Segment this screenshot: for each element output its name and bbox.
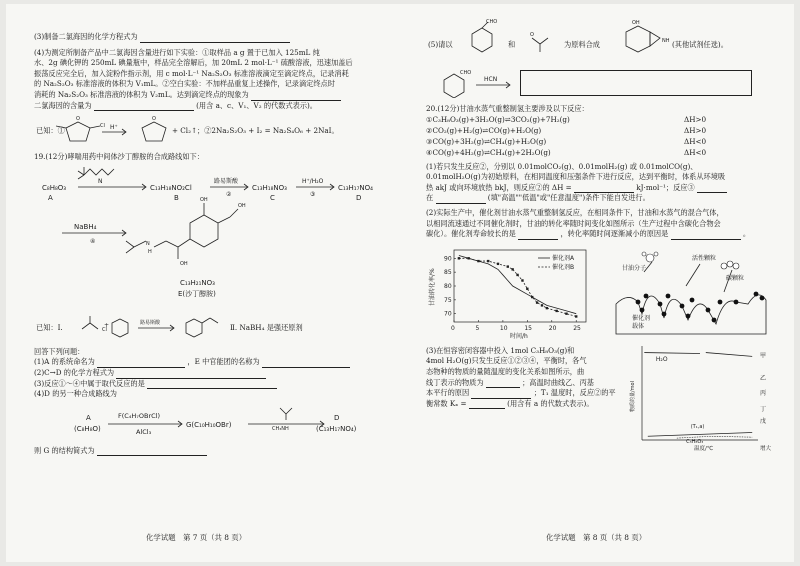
q18-4-l4: 的 Na₂S₂O₃ 标准溶液的体积为 V₁mL。②空白实验：不加样品重复上述操作，记录滴定终点时 <box>34 79 335 89</box>
label-d: D <box>356 193 362 202</box>
data-point-b <box>477 260 479 262</box>
label-b: B <box>174 193 179 202</box>
rxn-1-dh: ΔH>0 <box>684 114 707 124</box>
q18-4-l5 <box>34 90 399 101</box>
reagent-n: N <box>98 177 103 185</box>
answer-blank[interactable] <box>262 360 350 368</box>
rxn-4-dh: ΔH<0 <box>684 147 707 157</box>
answer-blank[interactable] <box>469 401 505 409</box>
compound-d: C₁₃H₁₇NO₄ <box>338 183 373 192</box>
svg-text:H: H <box>148 248 152 255</box>
svg-text:CHO: CHO <box>460 70 472 76</box>
answer-blank[interactable] <box>697 185 727 193</box>
p3-l4-text: 线丁表示的物质为 <box>426 377 484 387</box>
q18-4-l2: 水、2g 碘化钾的 250mL 碘量瓶中，样品完全溶解后，加 20mL 2 mol·L⁻¹ 硫酸溶液，迅速加盖后 <box>34 58 353 68</box>
alt-route <box>34 400 399 446</box>
p3-l2: 4mol H₂O(g)只发生反应①②③④，平衡时，各气 <box>426 356 587 366</box>
arrow4-num: ④ <box>90 237 96 245</box>
p3-l6 <box>426 399 626 410</box>
known-reaction <box>34 114 399 148</box>
label-c: C <box>270 193 275 202</box>
p1-l2: 0.01molH₂O(g)为初始原料，在相同温度和压强条件下进行反应，达到平衡时，体系从环境吸 <box>426 172 726 182</box>
rxn-3: ③CO(g)+3H₂(g)⇌CH₄(g)+H₂O(g) <box>426 136 547 146</box>
p1-l3-text: 热 akJ 或向环境放热 bkJ，则反应②的 ΔH = <box>426 182 572 192</box>
q20-5 <box>426 18 781 68</box>
p1-l3-tail: kJ·mol⁻¹；反应③ <box>636 182 695 192</box>
p3-l1: (3)在恒容密闭容器中投入 1mol C₃H₈O₃(g)和 <box>426 345 575 355</box>
species-line-low <box>648 432 752 436</box>
answer-blank[interactable] <box>436 196 486 204</box>
answer-blank[interactable] <box>97 448 207 456</box>
footer-right: 化学试题 第 8 页（共 8 页） <box>546 533 647 542</box>
q5-text: (5)请以 <box>428 40 453 49</box>
y-tick-label: 75 <box>444 296 452 304</box>
svg-text:+: + <box>104 321 110 329</box>
q5c-text: 为原料合成 <box>564 40 600 49</box>
x-tick-label: 10 <box>499 324 508 332</box>
label-a: A <box>48 193 53 202</box>
q1-text: (1)A 的系统命名为 <box>34 357 95 367</box>
q19-4: (4)D 的另一种合成路线为 <box>34 389 117 399</box>
svg-text:Cl: Cl <box>100 123 105 130</box>
x-arrow-label: 增大 <box>760 445 772 452</box>
known-2 <box>34 313 399 343</box>
part3-text <box>426 346 626 410</box>
answer-blank[interactable] <box>671 232 741 240</box>
svg-text:OH: OH <box>632 20 640 26</box>
p3-l5-text: 本平行的原因 <box>426 388 470 398</box>
q5-route <box>426 68 781 98</box>
q-g <box>34 446 399 457</box>
alt-a-formula: (C₈H₈O) <box>74 424 101 433</box>
synthesis-answer-box[interactable] <box>520 70 752 96</box>
support-label: 载体 <box>632 322 645 330</box>
arrow3-reagent: H⁺/H₂O <box>302 177 324 185</box>
svg-text:O: O <box>76 116 80 123</box>
answer-blank[interactable] <box>94 103 194 111</box>
x-tick-label: 20 <box>548 324 557 332</box>
data-point-b <box>511 268 513 270</box>
left-column <box>34 4 399 562</box>
p3-l6-text: 衡常数 Kₓ = <box>426 398 467 408</box>
data-point-b <box>555 309 557 311</box>
p1-l4-tail: (填"高温""低温"或"任意温度")条件下能自发进行。 <box>487 193 650 203</box>
conversion-chart <box>426 244 596 340</box>
arrow2-num: ② <box>226 190 232 198</box>
q-g-text: 则 G 的结构简式为 <box>34 445 95 455</box>
p2-l3-tail: 。 <box>742 229 751 239</box>
svg-text:OH: OH <box>238 202 246 209</box>
x-tick-label: 5 <box>475 324 480 332</box>
p2-l3 <box>426 229 781 240</box>
svg-text:OH: OH <box>180 260 188 267</box>
x-tick-label: 0 <box>451 324 455 332</box>
data-point-b <box>487 260 489 262</box>
y-tick-label: 80 <box>444 282 452 290</box>
label-e: E(沙丁醇胺) <box>178 289 216 298</box>
q19-2 <box>34 368 399 379</box>
annotation-h2o: H₂O <box>655 355 668 363</box>
p3-l6-tail: (用含有 a 的代数式表示)。 <box>507 398 594 408</box>
q2-text: (2)C→D 的化学方程式为 <box>34 367 115 377</box>
q18-3 <box>34 32 399 43</box>
active-particle-label: 活性颗粒 <box>692 254 717 262</box>
svg-text:OH: OH <box>200 196 208 203</box>
alt-g: G(C₁₀H₁₀OBr) <box>186 420 232 429</box>
alt-d: D <box>334 413 340 422</box>
y-axis-label: 物质的量/mol <box>630 380 636 412</box>
alt-a: A <box>86 413 91 422</box>
species-chart <box>626 340 778 452</box>
nabh4-reagent: NaBH₄ <box>74 222 97 231</box>
annotation-t1: (T₁,a) <box>690 423 705 430</box>
q5b-text: 和 <box>508 40 516 49</box>
data-point-b <box>516 273 518 275</box>
alt-catalyst: AlCl₃ <box>136 427 152 436</box>
svg-text:NH: NH <box>662 38 670 44</box>
q18-4-l6-tail: (用含 a、c、V₁、V₂ 的代数式表示)。 <box>196 100 317 110</box>
data-point-b <box>507 265 509 267</box>
svg-text:CH₃NH: CH₃NH <box>272 425 289 432</box>
q18-4-l1: (4)为测定所制备产品中二氯海因含量进行如下实验：①取样品 a g 置于已加入 125mL 纯 <box>34 47 320 57</box>
q19-head: 19.(12分)哮喘用药中间体沙丁醇胺的合成路线如下： <box>34 152 204 162</box>
answer-intro: 回答下列问题： <box>34 346 85 356</box>
y-tick-label: 70 <box>444 310 452 318</box>
p1-l4 <box>426 193 781 204</box>
data-point-b <box>531 296 533 298</box>
svg-text:O: O <box>152 116 156 123</box>
answer-blank[interactable] <box>140 35 290 43</box>
p3-l5-tail: ；T₁ 温度时，反应②的平 <box>533 388 616 398</box>
p1-l4-text: 在 <box>426 193 434 203</box>
known2-label: 已知：Ⅰ. <box>36 322 63 332</box>
footer-left: 化学试题 第 7 页（共 8 页） <box>146 533 247 542</box>
q5-structures-svg <box>426 18 781 68</box>
p3-l4 <box>426 378 626 389</box>
p3-l4-tail: ；高温时曲线乙、丙基 <box>522 377 594 387</box>
p3-l3: 态物种的物质的量随温度的变化关系如图所示，曲 <box>426 366 585 376</box>
known-reaction-text: + Cl₂↑；②2Na₂S₂O₃ + I₂ = Na₂S₄O₆ + 2NaI。 <box>172 126 339 136</box>
data-point-b <box>526 287 528 289</box>
carbon-particle-label: 碳颗粒 <box>726 274 745 282</box>
synthesis-svg <box>34 163 399 313</box>
p1-l1: (1)若只发生反应②，分别以 0.01molCO₂(g)、0.01molH₂(g) 或 0.01molCO(g)、 <box>426 161 698 171</box>
species-line-dashed <box>677 436 752 438</box>
answer-blank[interactable] <box>97 360 185 368</box>
q18-3-text: (3)制备二氯海因的化学方程式为 <box>34 32 138 41</box>
data-point-b <box>536 301 538 303</box>
rxn-2-dh: ΔH>0 <box>684 125 707 135</box>
curve-label: 甲 <box>760 352 767 360</box>
alt-route-svg <box>34 400 399 446</box>
answer-blank[interactable] <box>574 185 634 193</box>
data-point-b <box>467 257 469 259</box>
glycerol-label: 甘油分子 <box>622 264 647 272</box>
q18-4-l5-text: 消耗的 Na₂S₂O₃ 标准溶液的体积为 V₂mL。达到滴定终点的现象为 <box>34 89 249 99</box>
data-point-b <box>541 304 543 306</box>
q18-4-l3: 振荡反应完全后，加入淀粉作指示剂，用 c mol·L⁻¹ Na₂S₂O₃ 标准溶液滴定至滴定终点，记录消耗 <box>34 68 349 78</box>
q20-head: 20.(12分)甘油水蒸气重整制氢主要涉及以下反应： <box>426 104 589 113</box>
species-line-0 <box>706 352 752 356</box>
p3-l5 <box>426 388 626 399</box>
figures-row <box>426 244 781 340</box>
p2-l3-text: 碳化）。催化剂寿命较长的是 <box>426 229 516 239</box>
q19-1 <box>34 357 399 368</box>
catalyst-label: 催化剂 <box>632 314 651 322</box>
compound-c: C₁₃H₁₈NO₃ <box>252 183 287 192</box>
synthesis-route <box>34 163 399 313</box>
alt-d-formula: (C₁₃H₁₇NO₄) <box>316 424 357 433</box>
p2-l3-mid: ，转化率随时间逐渐减小的原因是 <box>560 229 669 239</box>
data-point-b <box>458 257 460 259</box>
x-axis-label: 温度/℃ <box>694 445 714 452</box>
arrow3-num: ③ <box>310 190 316 198</box>
q5d-text: (其他试剂任选)。 <box>672 40 728 49</box>
x-axis-label: 时间/h <box>510 332 528 340</box>
species-line-1 <box>644 352 700 353</box>
catalyst-diagram <box>608 244 776 340</box>
curve-label: 乙 <box>760 374 767 382</box>
part3 <box>426 346 781 458</box>
compound-a: C₈H₈O₃ <box>42 183 67 192</box>
known-label: 已知：① <box>36 126 65 136</box>
x-tick-label: 25 <box>573 324 581 332</box>
legend-label-a: 催化剂A <box>552 254 575 262</box>
rxn-4: ④CO(g)+4H₂(g)⇌CH₄(g)+2H₂O(g) <box>426 147 551 157</box>
legend-label-b: 催化剂B <box>552 263 575 271</box>
known2-ii: Ⅱ. NaBH₄ 是强还原剂 <box>230 322 303 332</box>
p2-l1: (2)实际生产中，催化剂甘油水蒸气重整制氢反应，在相同条件下，甘油和水蒸气的混合气体， <box>426 207 724 217</box>
q18-4-l6 <box>34 101 399 112</box>
data-point-b <box>521 279 523 281</box>
answer-blank[interactable] <box>486 380 520 388</box>
q3-text: (3)反应①～④中属于取代反应的是 <box>34 378 145 388</box>
svg-text:O: O <box>530 32 534 38</box>
data-point-b <box>546 307 548 309</box>
curve-label: 戊 <box>760 417 767 425</box>
answer-blank[interactable] <box>147 381 277 389</box>
data-point-b <box>497 262 499 264</box>
q1b-text: ，E 中官能团的名称为 <box>187 357 260 367</box>
svg-text:CHO: CHO <box>486 19 498 25</box>
curve-label: 丁 <box>760 405 767 413</box>
lewis-acid-label: 路易斯酸 <box>140 319 161 326</box>
data-point-b <box>575 315 577 317</box>
reaction-list <box>426 115 781 159</box>
svg-text:Cl: Cl <box>102 326 107 333</box>
p1-l3 <box>426 183 781 194</box>
q18-4-l6-text: 二氯海因的含量为 <box>34 100 92 110</box>
rxn-3-dh: ΔH<0 <box>684 136 707 146</box>
rxn-2: ②CO₂(g)+H₂(g)⇌CO(g)+H₂O(g) <box>426 125 542 135</box>
q19-3 <box>34 379 399 390</box>
y-tick-label: 90 <box>444 255 452 263</box>
svg-text:N: N <box>146 240 150 247</box>
y-tick-label: 85 <box>444 268 452 276</box>
curve-label: 丙 <box>760 389 767 397</box>
exam-sheet <box>6 4 794 562</box>
compound-e: C₁₃H₂₁NO₃ <box>180 278 215 287</box>
data-point-b <box>565 312 567 314</box>
p2-l2: 以相同流速通过不同催化剂时，甘油的转化率随时间变化如图所示（生产过程中含碳化合物会 <box>426 218 721 228</box>
annotation-glycerol: C₃H₈O₃ <box>686 438 704 445</box>
svg-text:H⁺: H⁺ <box>110 124 118 132</box>
answer-blank[interactable] <box>471 391 531 399</box>
answer-blank[interactable] <box>251 93 341 101</box>
right-column <box>426 4 781 562</box>
answer-blank[interactable] <box>116 371 266 379</box>
y-axis-label: 甘油转化率/% <box>429 268 436 306</box>
compound-b: C₁₃H₁₈NO₂Cl <box>150 183 192 192</box>
arrow2-reagent: 路易斯酸 <box>214 177 239 185</box>
hcn-label: HCN <box>484 76 498 83</box>
alt-reagent: F(C₄H₇OBrCl) <box>118 411 161 420</box>
rxn-1: ①C₃H₈O₃(g)+3H₂O(g)⇌3CO₂(g)+7H₂(g) <box>426 114 570 124</box>
x-tick-label: 15 <box>524 324 532 332</box>
answer-blank[interactable] <box>518 232 558 240</box>
